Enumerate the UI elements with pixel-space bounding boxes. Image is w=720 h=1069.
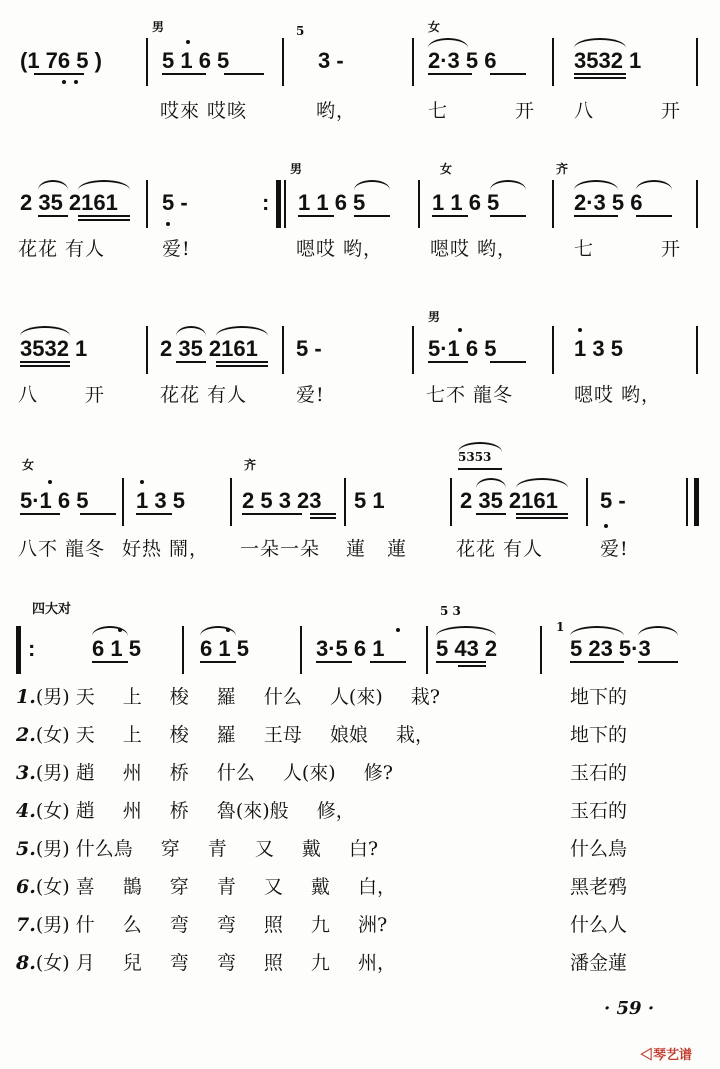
label-male: 男 xyxy=(152,20,165,34)
octave-dot xyxy=(48,480,52,484)
measure-5-3: 3·5 6 1 xyxy=(316,636,385,661)
verse-line: 7.(男) 什 么 弯 弯 照 九 洲? 什么人 xyxy=(16,914,628,936)
octave-dot xyxy=(604,524,608,528)
lyric: 八 开 xyxy=(18,384,106,406)
logo-icon: ◁ xyxy=(640,1047,654,1062)
repeat-sign: : xyxy=(262,190,270,215)
barline xyxy=(300,626,302,674)
measure-2-5: 2·3 5 6 xyxy=(574,190,643,215)
barline xyxy=(426,626,428,674)
verse-line: 6.(女) 喜 鵲 穿 青 又 戴 白， 黑老鸦 xyxy=(16,876,628,898)
measure-1-1: (1 76 5 ) xyxy=(20,48,102,73)
grace-notes: 5 3 xyxy=(440,604,461,618)
lyric: 爱! xyxy=(296,384,325,406)
underline xyxy=(574,77,626,79)
lyric: 八 开 xyxy=(574,100,682,122)
label-female: 女 xyxy=(22,458,35,472)
underline xyxy=(310,513,336,515)
slur xyxy=(458,442,502,452)
underline xyxy=(354,215,390,217)
barline xyxy=(412,38,414,86)
measure-4-2: 1 3 5 xyxy=(136,488,185,513)
grace-note: 1 xyxy=(556,620,565,634)
octave-dot xyxy=(578,328,582,332)
barline xyxy=(412,326,414,374)
underline xyxy=(636,215,672,217)
underline xyxy=(490,361,526,363)
underline xyxy=(638,661,678,663)
label-together: 齐 xyxy=(244,458,257,472)
octave-dot xyxy=(458,328,462,332)
barline xyxy=(182,626,184,674)
label-male: 男 xyxy=(428,310,441,324)
underline xyxy=(516,513,568,515)
measure-2-1: 2 35 2161 xyxy=(20,190,118,215)
underline xyxy=(432,215,468,217)
underline xyxy=(78,215,130,217)
lyric: 一朵一朵 xyxy=(240,538,321,560)
slur xyxy=(490,180,526,190)
verse-line: 8.(女) 月 兒 弯 弯 照 九 州， 潘金蓮 xyxy=(16,952,628,974)
barline xyxy=(540,626,542,674)
underline xyxy=(34,73,84,75)
watermark-logo: ◁琴艺谱 xyxy=(640,1047,693,1062)
lyric: 嗯哎 哟， xyxy=(296,238,384,260)
slur xyxy=(436,626,496,636)
underline xyxy=(370,661,406,663)
lyric: 嗯哎 哟， xyxy=(430,238,518,260)
measure-1-4: 2·3 5 6 xyxy=(428,48,497,73)
measure-4-3: 2 5 3 23 xyxy=(242,488,322,513)
repeat-barline xyxy=(276,180,281,228)
repeat-sign: : xyxy=(28,636,36,661)
underline xyxy=(20,365,70,367)
octave-dot xyxy=(226,628,230,632)
label-together: 齐 xyxy=(556,162,569,176)
underline xyxy=(78,219,130,221)
underline xyxy=(490,73,526,75)
measure-4-4: 5 1 xyxy=(354,488,385,513)
barline xyxy=(586,478,588,526)
barline xyxy=(418,180,420,228)
section-title: 四大对 xyxy=(32,602,72,617)
grace-note: 5 xyxy=(296,24,305,38)
measure-5-5: 5 23 5·3 xyxy=(570,636,651,661)
underline xyxy=(574,215,618,217)
staff-row-4 xyxy=(0,430,720,560)
slur xyxy=(428,38,468,48)
barline xyxy=(686,478,688,526)
underline xyxy=(80,513,116,515)
slur xyxy=(570,626,624,636)
barline xyxy=(122,478,124,526)
underline xyxy=(428,361,468,363)
slur xyxy=(574,180,618,190)
measure-1-5: 3532 1 xyxy=(574,48,642,73)
slur xyxy=(200,626,236,636)
lyric: 花花 有人 xyxy=(18,238,106,260)
underline xyxy=(216,361,268,363)
verse-line: 1.(男) 天 上 梭 羅 什么 人(來) 栽? 地下的 xyxy=(16,686,628,708)
barline xyxy=(552,180,554,228)
octave-dot xyxy=(396,628,400,632)
underline xyxy=(242,513,302,515)
slur xyxy=(20,326,70,336)
underline xyxy=(162,73,206,75)
barline xyxy=(696,38,698,86)
slur xyxy=(476,478,506,488)
verse-line: 4.(女) 趙 州 桥 魯(來)般 修， 玉石的 xyxy=(16,800,628,822)
underline xyxy=(176,361,206,363)
measure-5-2: 6 1 5 xyxy=(200,636,249,661)
lyric: 七 开 xyxy=(574,238,682,260)
measure-3-3: 5 - xyxy=(296,336,322,361)
underline xyxy=(458,665,486,667)
lyric: 八不 龍冬 xyxy=(18,538,106,560)
slur xyxy=(38,180,68,190)
grace-notes: 5353 xyxy=(458,450,492,464)
slur xyxy=(516,478,568,488)
barline xyxy=(284,180,286,228)
lyric: 爱! xyxy=(162,238,191,260)
barline xyxy=(552,38,554,86)
octave-dot xyxy=(74,80,78,84)
octave-dot xyxy=(186,40,190,44)
underline xyxy=(20,361,70,363)
lyric: 花花 有人 xyxy=(456,538,544,560)
underline xyxy=(516,517,568,519)
lyric: 爱! xyxy=(600,538,629,560)
barline xyxy=(450,478,452,526)
underline xyxy=(216,365,268,367)
slur xyxy=(92,626,128,636)
label-male: 男 xyxy=(290,162,303,176)
barline xyxy=(696,326,698,374)
lyric: 七不 龍冬 xyxy=(426,384,514,406)
underline xyxy=(570,661,624,663)
lyric: 哎來 哎咳 xyxy=(160,100,248,122)
label-female: 女 xyxy=(428,20,441,34)
octave-dot xyxy=(140,480,144,484)
lyric: 花花 有人 xyxy=(160,384,248,406)
final-barline xyxy=(694,478,699,526)
slur xyxy=(638,626,678,636)
measure-3-4: 5·1 6 5 xyxy=(428,336,497,361)
underline xyxy=(310,517,336,519)
barline xyxy=(282,38,284,86)
underline xyxy=(316,661,352,663)
underline xyxy=(224,73,264,75)
slur xyxy=(354,180,390,190)
measure-2-3: 1 1 6 5 xyxy=(298,190,366,215)
underline xyxy=(490,215,526,217)
lyric: 蓮 蓮 xyxy=(346,538,408,560)
barline xyxy=(146,180,148,228)
staff-row-2 xyxy=(0,150,720,270)
octave-dot xyxy=(62,80,66,84)
underline xyxy=(428,73,472,75)
lyric: 好热 鬧， xyxy=(122,538,210,560)
measure-1-2: 5 1 6 5 xyxy=(162,48,230,73)
staff-row-3 xyxy=(0,300,720,420)
barline xyxy=(344,478,346,526)
verse-line: 2.(女) 天 上 梭 羅 王母 娘娘 栽， 地下的 xyxy=(16,724,628,746)
measure-3-2: 2 35 2161 xyxy=(160,336,258,361)
underline xyxy=(200,661,236,663)
barline xyxy=(146,38,148,86)
verse-line: 3.(男) 趙 州 桥 什么 人(來) 修? 玉石的 xyxy=(16,762,628,784)
barline xyxy=(552,326,554,374)
underline xyxy=(458,468,502,470)
barline xyxy=(696,180,698,228)
slur xyxy=(636,180,672,190)
measure-4-5: 2 35 2161 xyxy=(460,488,558,513)
underline xyxy=(476,513,506,515)
measure-4-6: 5 - xyxy=(600,488,626,513)
octave-dot xyxy=(118,628,122,632)
label-female: 女 xyxy=(440,162,453,176)
staff-row-5 xyxy=(0,590,720,690)
octave-dot xyxy=(166,222,170,226)
measure-3-5: 1 3 5 xyxy=(574,336,623,361)
lyric: 嗯哎 哟， xyxy=(574,384,662,406)
measure-1-3: 3 - xyxy=(318,48,344,73)
slur xyxy=(574,38,626,48)
lyric: 哟， xyxy=(316,100,357,122)
underline xyxy=(436,661,486,663)
barline xyxy=(282,326,284,374)
slur xyxy=(78,180,130,190)
staff-row-1 xyxy=(0,0,720,130)
barline xyxy=(146,326,148,374)
measure-2-4: 1 1 6 5 xyxy=(432,190,500,215)
barline xyxy=(230,478,232,526)
measure-5-4: 5 43 2 xyxy=(436,636,498,661)
slur xyxy=(176,326,206,336)
measure-3-1: 3532 1 xyxy=(20,336,88,361)
underline xyxy=(38,215,68,217)
repeat-start-barline xyxy=(16,626,21,674)
slur xyxy=(216,326,268,336)
page-number: · 59 · xyxy=(604,998,655,1019)
underline xyxy=(298,215,334,217)
verse-line: 5.(男) 什么鳥 穿 青 又 戴 白? 什么鳥 xyxy=(16,838,628,860)
underline xyxy=(574,73,626,75)
measure-5-1: 6 1 5 xyxy=(92,636,141,661)
measure-2-2: 5 - xyxy=(162,190,188,215)
lyric: 七 开 xyxy=(428,100,536,122)
measure-4-1: 5·1 6 5 xyxy=(20,488,89,513)
underline xyxy=(20,513,60,515)
underline xyxy=(136,513,172,515)
underline xyxy=(92,661,128,663)
